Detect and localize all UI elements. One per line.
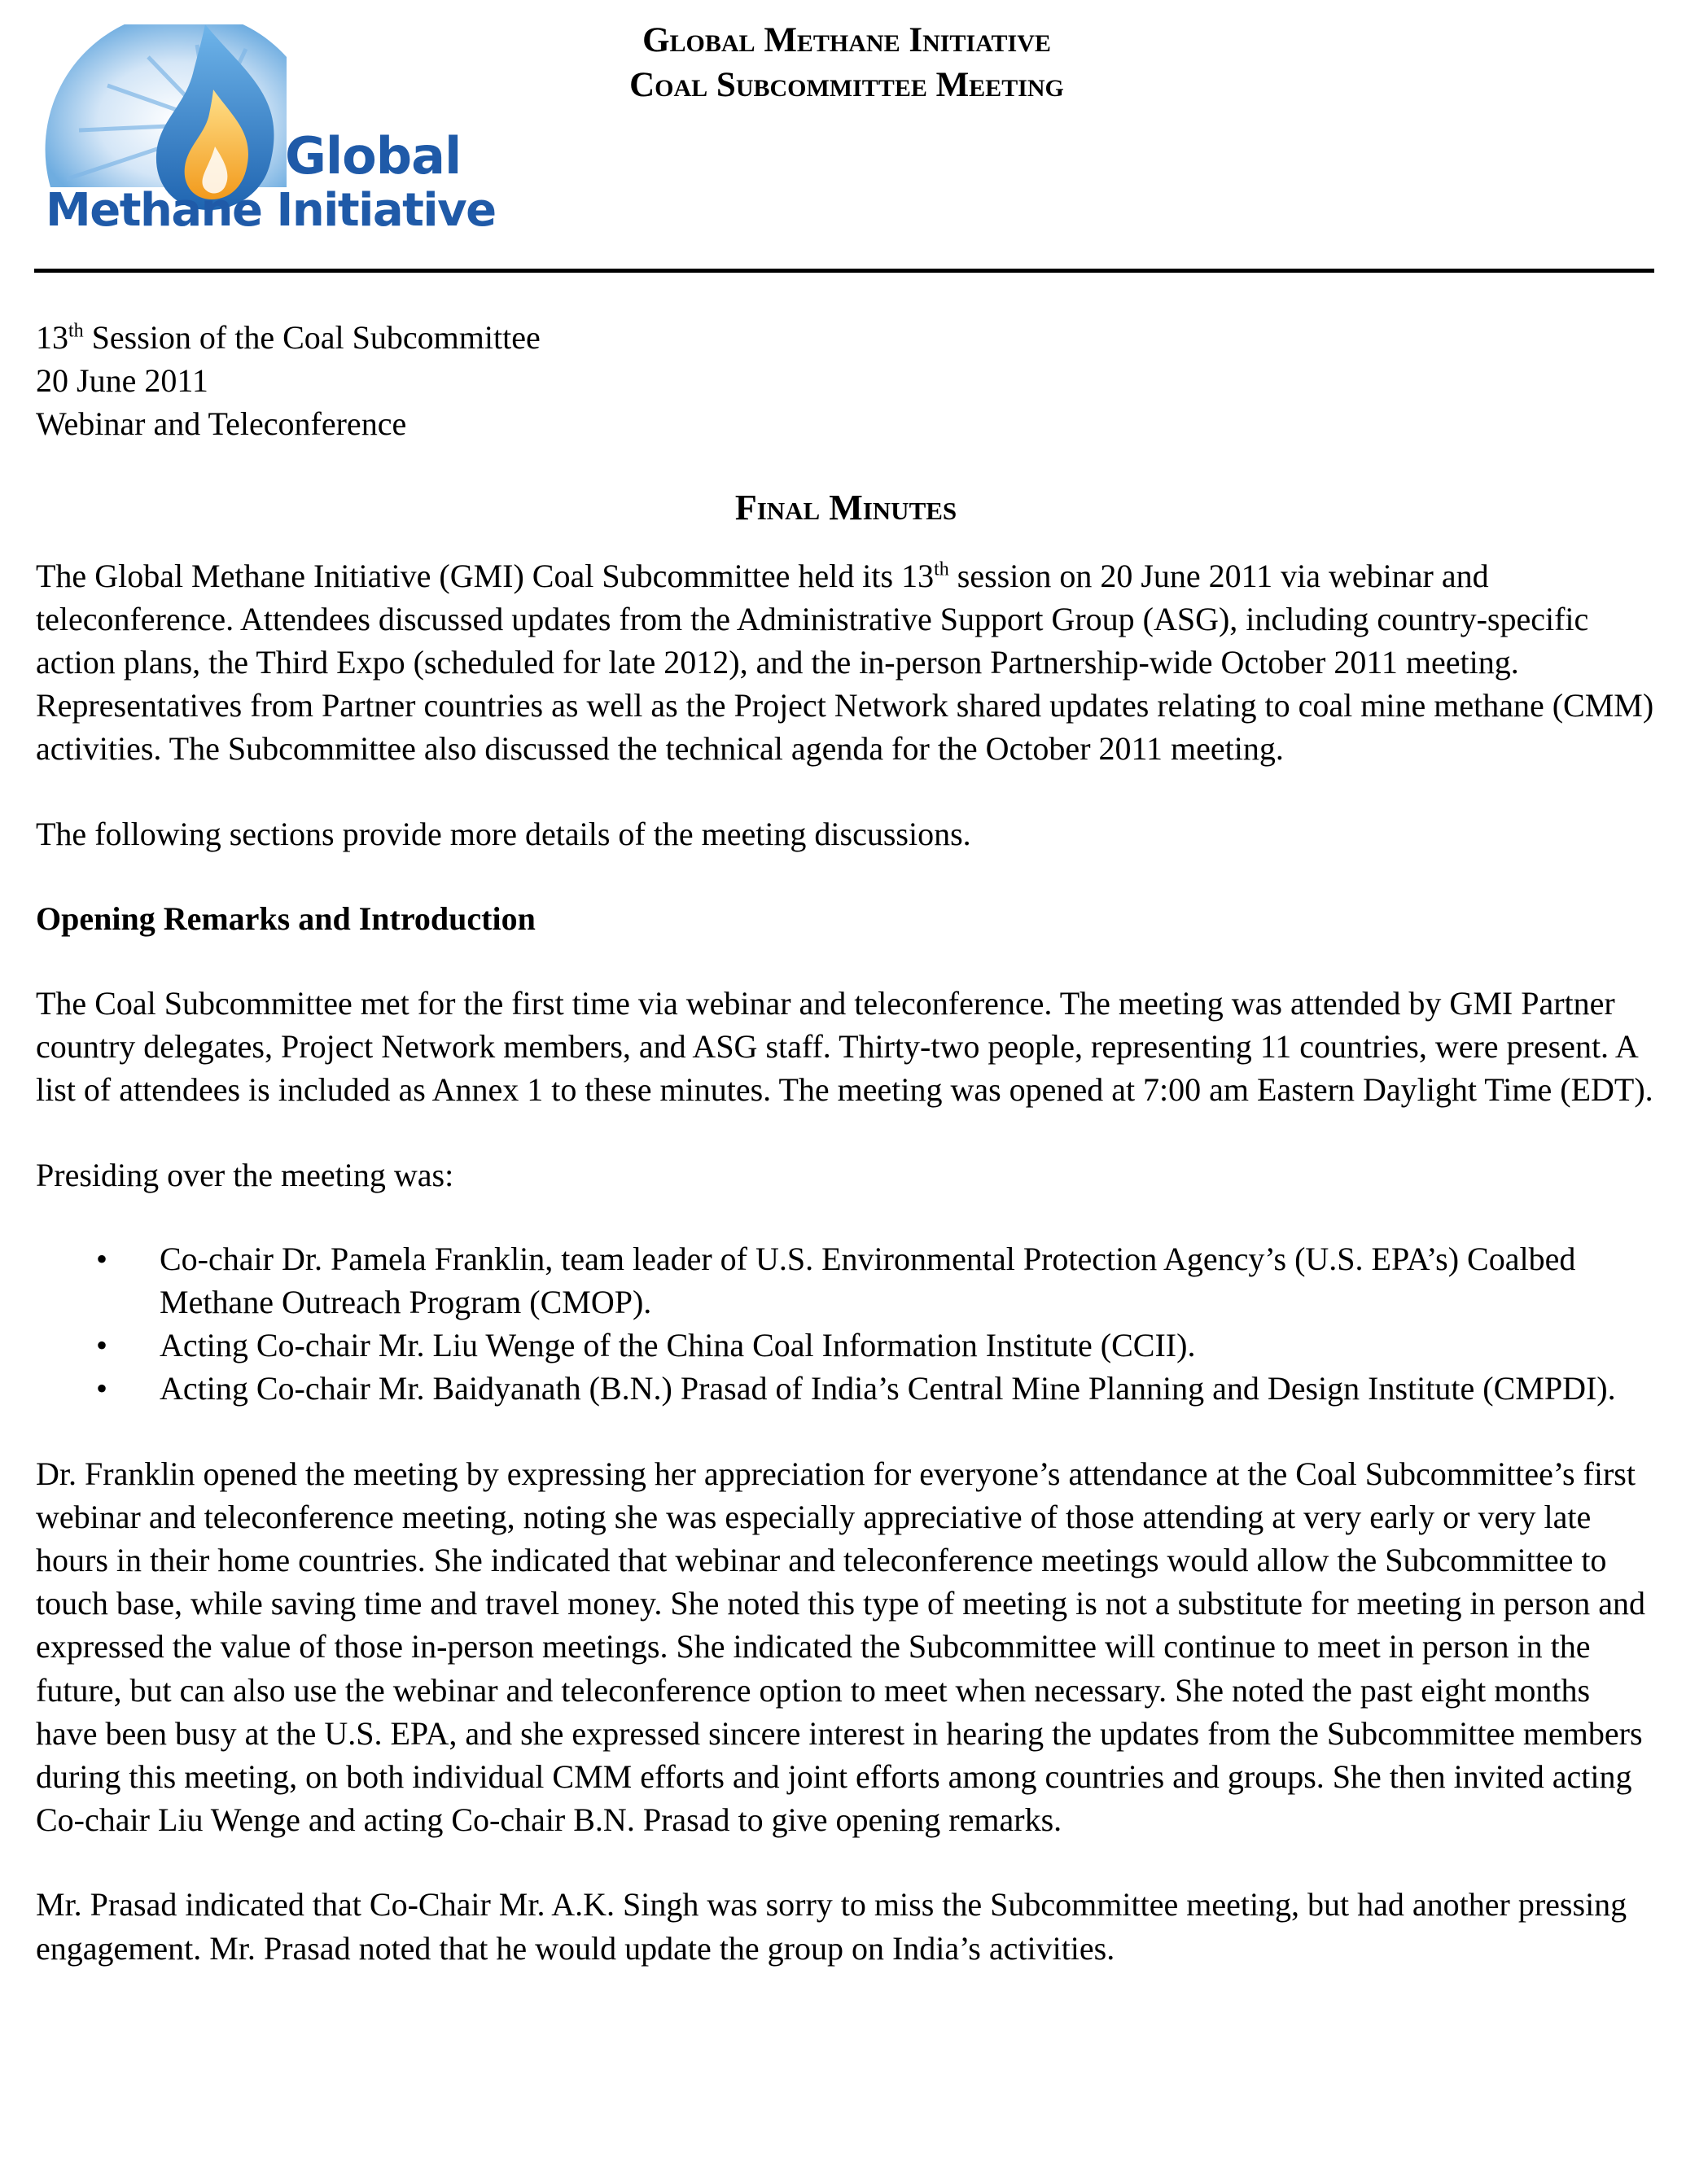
logo-text-global: Global [285,126,462,186]
intro-paragraph [36,554,1656,771]
header-divider [34,269,1654,273]
presider-text: Co-chair Dr. Pamela Franklin, team leader of U.S. Environmental Protection Agency’s (U.S. EPA’s) Coalbed Methane Outreach Program (CMOP). [160,1240,1576,1321]
presiders-list [36,1237,1656,1411]
gmi-logo [42,24,496,238]
document-body [36,316,1656,1970]
intro-text-part2: session on 20 June 2011 via webinar and teleconference. Attendees discussed updates from the Administrative Support Group (ASG), including country-specific action plans, the Third Expo (scheduled for late 2012), and the in-person Partnership-wide October 2011 meeting. Representatives from Partner countries as well as the Project Network shared updates relating to coal mine methane (CMM) activities. The Subcommittee also discussed the technical agenda for the October 2011 meeting. [36,557,1654,768]
session-number: 13 [36,319,68,356]
list-item [36,1324,1656,1367]
bullet-icon: • [96,1240,108,1277]
minutes-title: Final Minutes [734,487,957,527]
list-item [36,1237,1656,1324]
session-format: Webinar and Teleconference [36,405,407,443]
presider-text: Acting Co-chair Mr. Baidyanath (B.N.) Prasad of India’s Central Mine Planning and Design Institute (CMPDI). [160,1370,1616,1407]
presider-text: Acting Co-chair Mr. Liu Wenge of the China Coal Information Institute (CCII). [160,1327,1196,1364]
session-info [36,316,1656,446]
bullet-icon: • [96,1327,108,1364]
header-line-2: Coal Subcommittee Meeting [629,66,1064,104]
logo-text-methane-initiative: Methane Initiative [46,184,496,237]
opening-paragraph-1: The Coal Subcommittee met for the first time via webinar and teleconference. The meeting was attended by GMI Partner country delegates, Project Network members, and ASG staff. Thirty-two people, representing 11 countries, were present. A list of attendees is included as Annex 1 to these minutes. The meeting was opened at 7:00 am Eastern Daylight Time (EDT). [36,985,1653,1109]
sections-note: The following sections provide more details of the meeting discussions. [36,815,971,852]
opening-remarks-heading: Opening Remarks and Introduction [36,899,536,937]
session-title-rest: Session of the Coal Subcommittee [83,319,541,356]
header-line-1: Global Methane Initiative [642,21,1051,59]
session-number-suffix: th [68,320,84,342]
presiding-label: Presiding over the meeting was: [36,1156,454,1193]
intro-text-part1: The Global Methane Initiative (GMI) Coal Subcommittee held its 13 [36,557,935,594]
document-header [488,18,1205,107]
session-date: 20 June 2011 [36,362,208,400]
opening-paragraph-3: Mr. Prasad indicated that Co-Chair Mr. A.K. Singh was sorry to miss the Subcommittee meeting, but had another pressing engagement. Mr. Prasad noted that he would update the group on India’s activities. [36,1886,1627,1967]
session-title [36,316,1656,359]
opening-paragraph-2: Dr. Franklin opened the meeting by expressing her appreciation for everyone’s attendance at the Coal Subcommittee’s first webinar and teleconference meeting, noting she was especially appreciative of those attending at very early or very late hours in their home countries. She indicated that webinar and teleconference meetings would allow the Subcommittee to touch base, while saving time and travel money. She noted this type of meeting is not a substitute for meeting in person and expressed the value of those in-person meetings. She indicated the Subcommittee will continue to meet in person in the future, but can also use the webinar and teleconference option to meet when necessary. She noted the past eight months have been busy at the U.S. EPA, and she expressed sincere interest in hearing the updates from the Subcommittee members during this meeting, on both individual CMM efforts and joint efforts among countries and groups. She then invited acting Co-chair Liu Wenge and acting Co-chair B.N. Prasad to give opening remarks. [36,1455,1645,1839]
list-item [36,1367,1656,1410]
bullet-icon: • [96,1370,108,1407]
intro-suffix: th [934,558,949,580]
